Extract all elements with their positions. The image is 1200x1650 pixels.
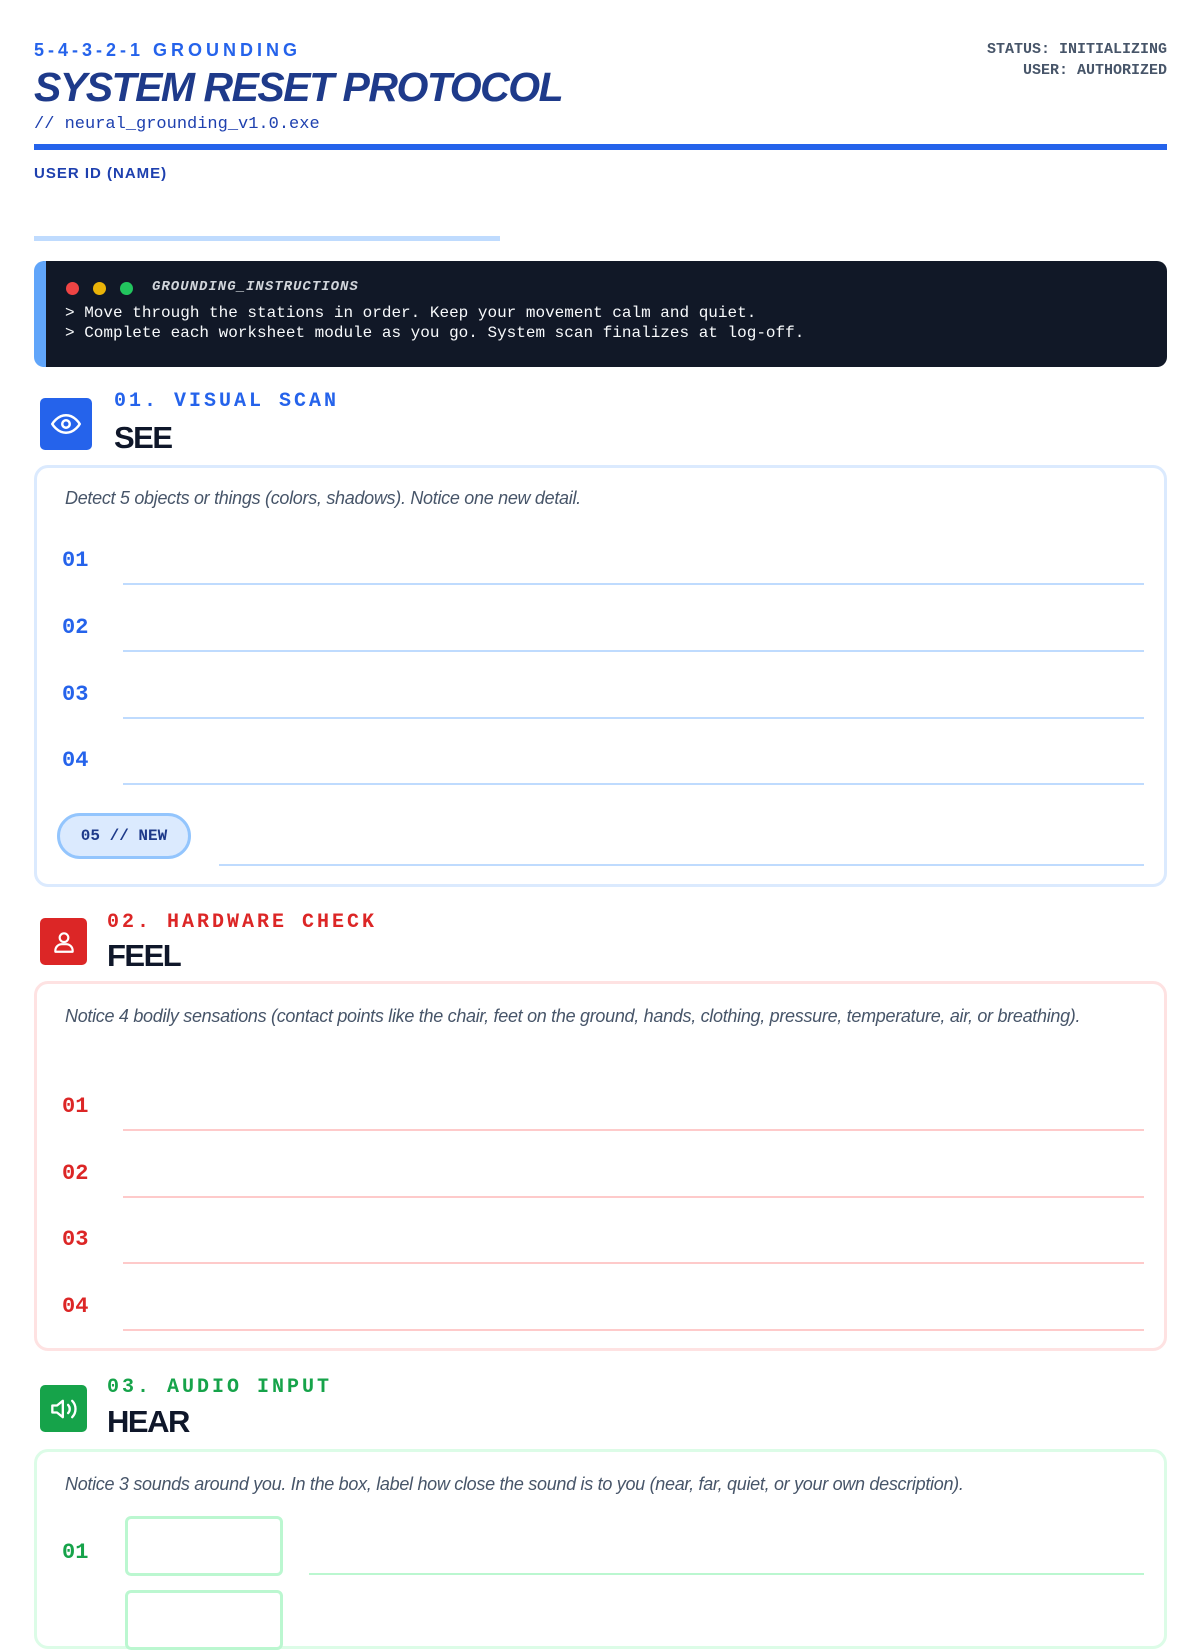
feel-item-number: 03 [62,1227,89,1252]
feel-answer-line-4[interactable] [123,1329,1144,1331]
see-item-number: 03 [62,682,89,707]
see-answer-line-3[interactable] [123,717,1144,719]
status-readout [987,39,1167,81]
user-id-label: USER ID (NAME) [34,165,168,182]
hear-section-title: HEAR [107,1404,189,1439]
feel-item-number: 01 [62,1094,89,1119]
see-worksheet-card [34,465,1167,887]
see-answer-line-5[interactable] [219,864,1144,866]
hear-distance-box-1[interactable] [125,1516,283,1576]
user-id-input[interactable] [34,190,500,241]
feel-section-title: FEEL [107,938,181,973]
hear-answer-line-1[interactable] [309,1573,1144,1575]
see-instruction: Detect 5 objects or things (colors, shadows). Notice one new detail. [65,488,581,508]
hear-worksheet-card [34,1449,1167,1649]
feel-answer-line-1[interactable] [123,1129,1144,1131]
terminal-line: > Complete each worksheet module as you go. System scan finalizes at log-off. [65,324,805,342]
feel-item-number: 04 [62,1294,89,1319]
see-section-title: SEE [114,420,172,455]
hear-instruction: Notice 3 sounds around you. In the box, label how close the sound is to you (near, far, quiet, or your own description). [65,1474,964,1494]
see-answer-line-1[interactable] [123,583,1144,585]
terminal-title: GROUNDING_INSTRUCTIONS [152,279,359,295]
speaker-icon [50,1395,78,1423]
user-icon [51,929,77,955]
hear-distance-box-2[interactable] [125,1590,283,1650]
see-section-kicker: 01. VISUAL SCAN [114,390,340,413]
see-section-icon-box [40,398,92,450]
protocol-kicker: 5-4-3-2-1 GROUNDING [34,40,302,60]
hear-section-kicker: 03. AUDIO INPUT [107,1376,333,1399]
feel-section-kicker: 02. HARDWARE CHECK [107,911,378,934]
red-dot-icon [66,282,79,295]
user-status-text: USER: AUTHORIZED [1022,62,1167,79]
status-text: STATUS: INITIALIZING [986,41,1167,58]
see-item-number: 04 [62,748,89,773]
terminal-line: > Move through the stations in order. Keep your movement calm and quiet. [65,304,757,322]
see-answer-line-2[interactable] [123,650,1144,652]
instructions-terminal [34,261,1167,367]
green-dot-icon [120,282,133,295]
page-title: SYSTEM RESET PROTOCOL [34,64,563,110]
see-item-number: 01 [62,548,89,573]
eye-icon [51,409,81,439]
feel-answer-line-2[interactable] [123,1196,1144,1198]
feel-worksheet-card [34,981,1167,1351]
feel-item-number: 02 [62,1161,89,1186]
see-answer-line-4[interactable] [123,783,1144,785]
page-subtitle: // neural_grounding_v1.0.exe [34,115,320,134]
see-item-number: 02 [62,615,89,640]
header-divider [34,144,1167,150]
feel-section-icon-box [40,918,87,965]
hear-item-number: 01 [62,1540,89,1565]
yellow-dot-icon [93,282,106,295]
hear-section-icon-box [40,1385,87,1432]
feel-answer-line-3[interactable] [123,1262,1144,1264]
feel-instruction: Notice 4 bodily sensations (contact points like the chair, feet on the ground, hands, clothing, pressure, temperature, air, or breathing). [65,1006,1081,1026]
new-detail-pill: 05 // NEW [57,813,191,859]
